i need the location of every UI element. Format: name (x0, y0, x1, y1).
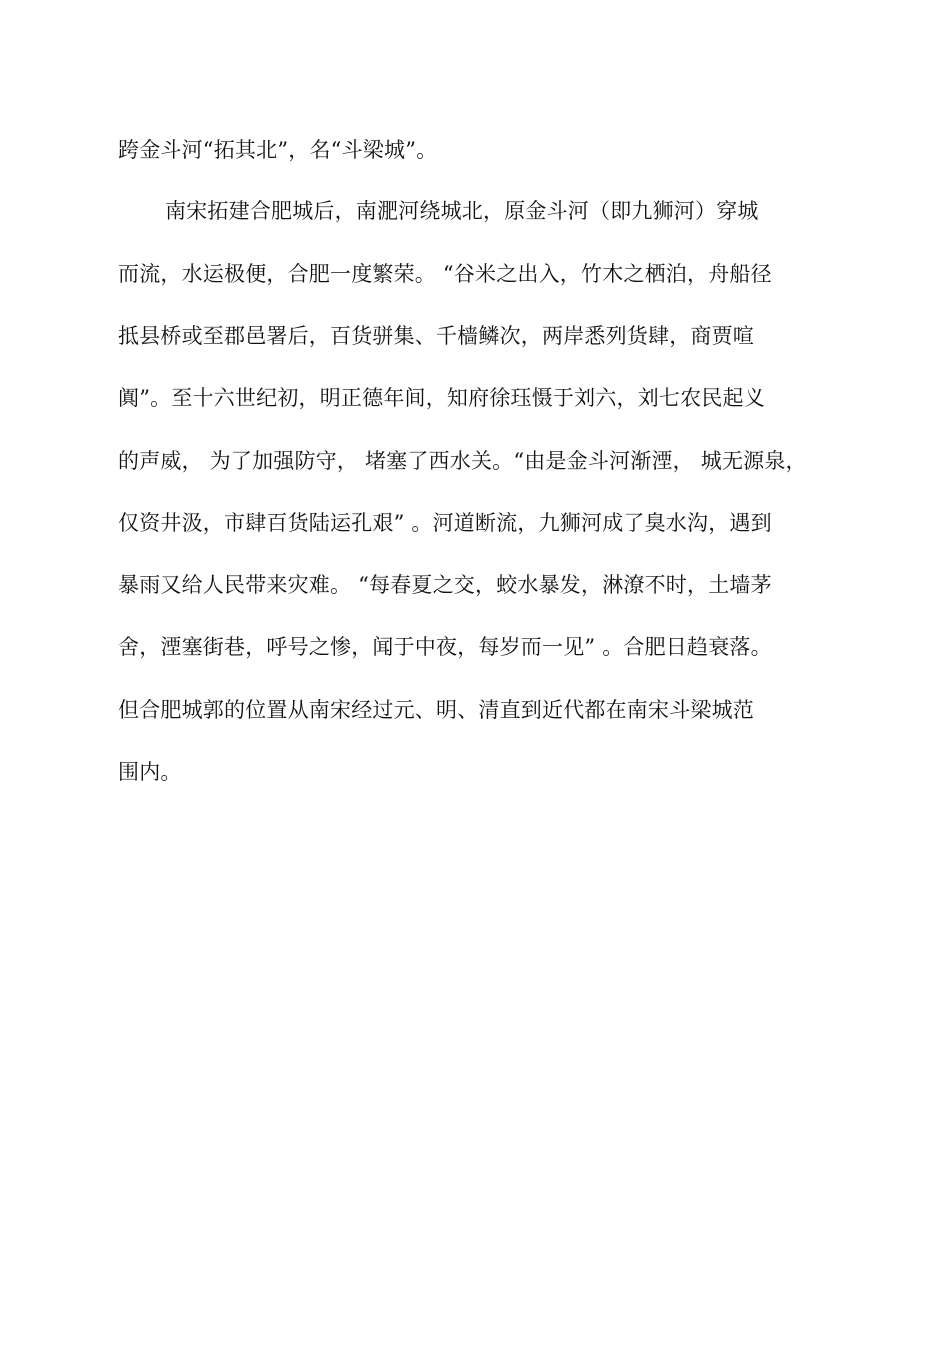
text-line-5: 阗”。至十六世纪初，明正德年间，知府徐珏慑于刘六，刘七农民起义 (118, 386, 765, 410)
text-line-6: 的声威， 为了加强防守， 堵塞了西水关。“由是金斗河渐湮， 城无源泉， (118, 449, 807, 473)
text-line-4: 抵县桥或至郡邑署后，百货骈集、千樯鳞次，两岸悉列货肆，商贾喧 (118, 324, 754, 348)
text-line-9: 舍，湮塞街巷，呼号之惨，闻于中夜，每岁而一见” 。合肥日趋衰落。 (118, 635, 772, 659)
text-line-11: 围内。 (118, 760, 182, 784)
text-line-10: 但合肥城郭的位置从南宋经过元、明、清直到近代都在南宋斗梁城范 (118, 698, 754, 722)
text-line-7: 仅资井汲，市肆百货陆运孔艰” 。河道断流，九狮河成了臭水沟，遇到 (118, 511, 772, 535)
paragraph-start-line: 南宋拓建合肥城后，南淝河绕城北，原金斗河（即九狮河）穿城 (165, 199, 759, 223)
text-line-3: 而流，水运极便，合肥一度繁荣。 “谷米之出入，竹木之栖泊，舟船径 (118, 262, 772, 286)
text-line-8: 暴雨又给人民带来灾难。 “每春夏之交，蛟水暴发，淋潦不时，土墙茅 (118, 573, 772, 597)
text-line-1: 跨金斗河“拓其北”，名“斗梁城”。 (118, 138, 438, 162)
